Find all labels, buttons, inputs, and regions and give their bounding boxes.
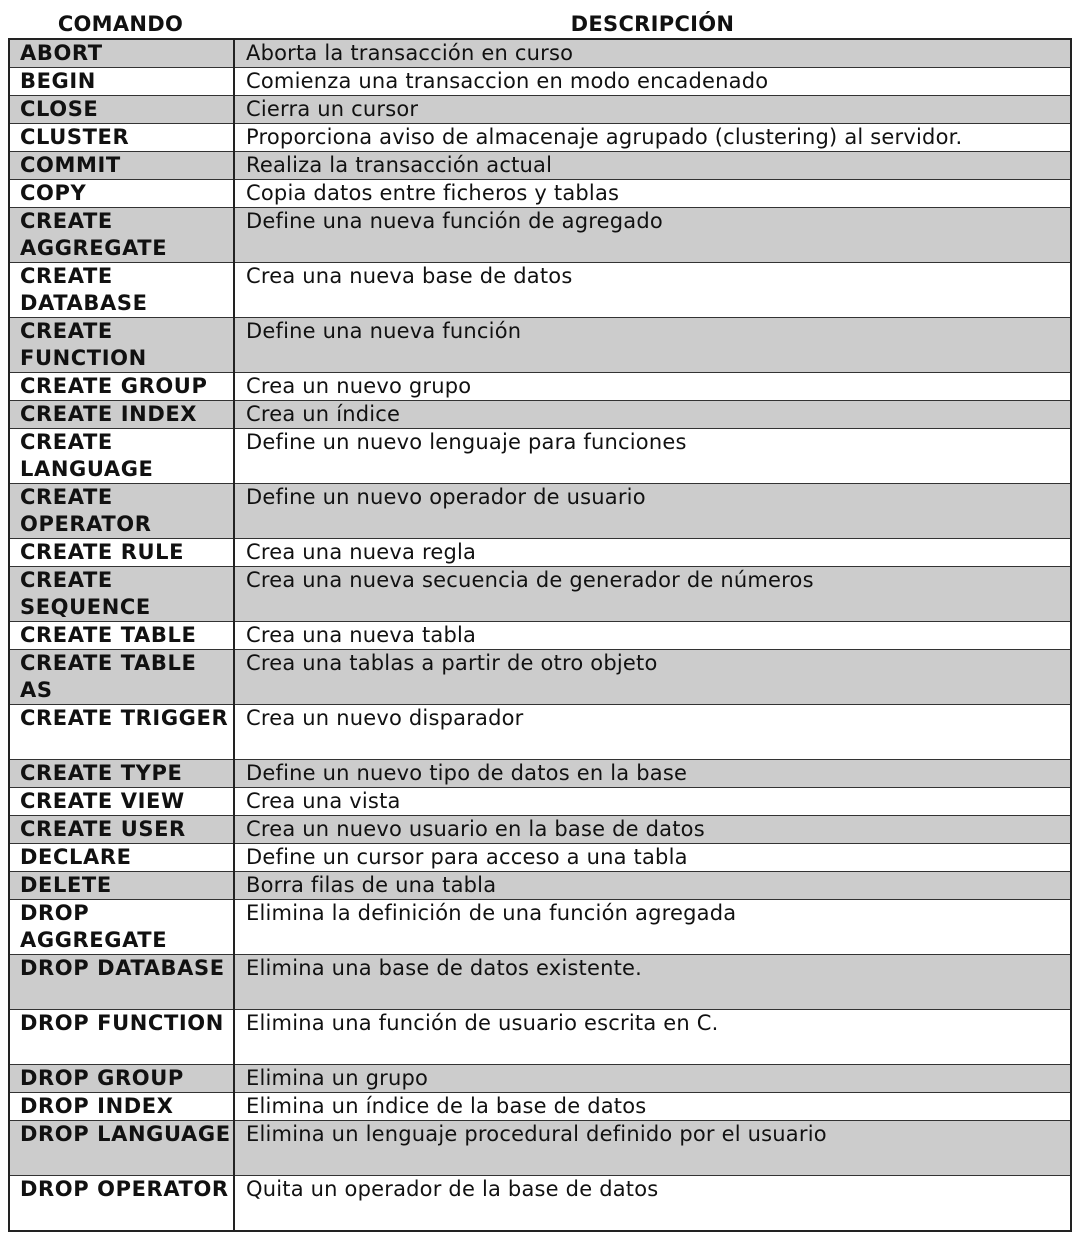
table-row: [9, 900, 1071, 955]
table-row: [9, 1121, 1071, 1176]
table-row: [9, 955, 1071, 1010]
table-header: [8, 10, 1072, 38]
command-cell: CREATE USER: [9, 816, 234, 844]
column-header-description: DESCRIPCIÓN: [570, 12, 735, 36]
command-cell: DROP GROUP: [9, 1065, 234, 1093]
description-cell: Define un nuevo operador de usuario: [234, 484, 1071, 539]
description-cell: Define un nuevo lenguaje para funciones: [234, 429, 1071, 484]
command-cell: CREATE TYPE: [9, 760, 234, 788]
command-cell: COMMIT: [9, 152, 234, 180]
description-cell: Define un nuevo tipo de datos en la base: [234, 760, 1071, 788]
table-row: [9, 622, 1071, 650]
table-row: [9, 567, 1071, 622]
description-cell: Crea una tablas a partir de otro objeto: [234, 650, 1071, 705]
command-cell: CREATE TABLE: [9, 622, 234, 650]
command-cell: DROP OPERATOR: [9, 1176, 234, 1232]
table-row: [9, 318, 1071, 373]
table-row: [9, 816, 1071, 844]
description-cell: Define una nueva función de agregado: [234, 208, 1071, 263]
command-cell: CREATE FUNCTION: [9, 318, 234, 373]
table-row: [9, 429, 1071, 484]
description-cell: Crea un nuevo usuario en la base de datos: [234, 816, 1071, 844]
command-cell: DROP INDEX: [9, 1093, 234, 1121]
description-cell: Crea un nuevo grupo: [234, 373, 1071, 401]
table-row: [9, 96, 1071, 124]
command-cell: COPY: [9, 180, 234, 208]
description-cell: Crea una nueva secuencia de generador de números: [234, 567, 1071, 622]
command-cell: CREATE OPERATOR: [9, 484, 234, 539]
table-row: [9, 373, 1071, 401]
command-cell: CREATE TABLE AS: [9, 650, 234, 705]
table-row: [9, 539, 1071, 567]
command-cell: DROP DATABASE: [9, 955, 234, 1010]
table-row: [9, 152, 1071, 180]
table-row: [9, 263, 1071, 318]
table-row: [9, 1176, 1071, 1232]
table-row: [9, 68, 1071, 96]
table-row: [9, 401, 1071, 429]
command-cell: CLOSE: [9, 96, 234, 124]
description-cell: Elimina una función de usuario escrita en C.: [234, 1010, 1071, 1065]
description-cell: Crea una nueva base de datos: [234, 263, 1071, 318]
command-cell: DROP LANGUAGE: [9, 1121, 234, 1176]
command-cell: DROP AGGREGATE: [9, 900, 234, 955]
command-cell: CREATE DATABASE: [9, 263, 234, 318]
command-cell: ABORT: [9, 39, 234, 68]
command-cell: DROP FUNCTION: [9, 1010, 234, 1065]
table-row: [9, 180, 1071, 208]
table-row: [9, 650, 1071, 705]
description-cell: Elimina un grupo: [234, 1065, 1071, 1093]
command-cell: CREATE RULE: [9, 539, 234, 567]
table-row: [9, 39, 1071, 68]
description-cell: Copia datos entre ficheros y tablas: [234, 180, 1071, 208]
table-row: [9, 705, 1071, 760]
table-row: [9, 844, 1071, 872]
description-cell: Elimina un índice de la base de datos: [234, 1093, 1071, 1121]
command-cell: CREATE SEQUENCE: [9, 567, 234, 622]
description-cell: Elimina un lenguaje procedural definido por el usuario: [234, 1121, 1071, 1176]
table-row: [9, 872, 1071, 900]
description-cell: Elimina la definición de una función agregada: [234, 900, 1071, 955]
table-row: [9, 484, 1071, 539]
description-cell: Crea una vista: [234, 788, 1071, 816]
command-cell: CLUSTER: [9, 124, 234, 152]
description-cell: Elimina una base de datos existente.: [234, 955, 1071, 1010]
table-row: [9, 208, 1071, 263]
description-cell: Quita un operador de la base de datos: [234, 1176, 1071, 1232]
command-cell: DELETE: [9, 872, 234, 900]
table-row: [9, 1093, 1071, 1121]
description-cell: Borra filas de una tabla: [234, 872, 1071, 900]
description-cell: Define un cursor para acceso a una tabla: [234, 844, 1071, 872]
command-cell: CREATE LANGUAGE: [9, 429, 234, 484]
description-cell: Proporciona aviso de almacenaje agrupado (clustering) al servidor.: [234, 124, 1071, 152]
description-cell: Crea un índice: [234, 401, 1071, 429]
commands-table: [8, 38, 1072, 1232]
table-row: [9, 1065, 1071, 1093]
command-cell: BEGIN: [9, 68, 234, 96]
description-cell: Cierra un cursor: [234, 96, 1071, 124]
description-cell: Crea un nuevo disparador: [234, 705, 1071, 760]
table-row: [9, 1010, 1071, 1065]
command-reference-sheet: [8, 10, 1072, 1232]
description-cell: Comienza una transaccion en modo encadenado: [234, 68, 1071, 96]
command-cell: DECLARE: [9, 844, 234, 872]
commands-table-body: [9, 39, 1071, 1231]
command-cell: CREATE GROUP: [9, 373, 234, 401]
command-cell: CREATE INDEX: [9, 401, 234, 429]
table-row: [9, 788, 1071, 816]
command-cell: CREATE AGGREGATE: [9, 208, 234, 263]
table-row: [9, 760, 1071, 788]
command-cell: CREATE VIEW: [9, 788, 234, 816]
column-header-command: COMANDO: [57, 12, 184, 36]
description-cell: Aborta la transacción en curso: [234, 39, 1071, 68]
description-cell: Define una nueva función: [234, 318, 1071, 373]
description-cell: Crea una nueva tabla: [234, 622, 1071, 650]
command-cell: CREATE TRIGGER: [9, 705, 234, 760]
table-row: [9, 124, 1071, 152]
description-cell: Crea una nueva regla: [234, 539, 1071, 567]
description-cell: Realiza la transacción actual: [234, 152, 1071, 180]
